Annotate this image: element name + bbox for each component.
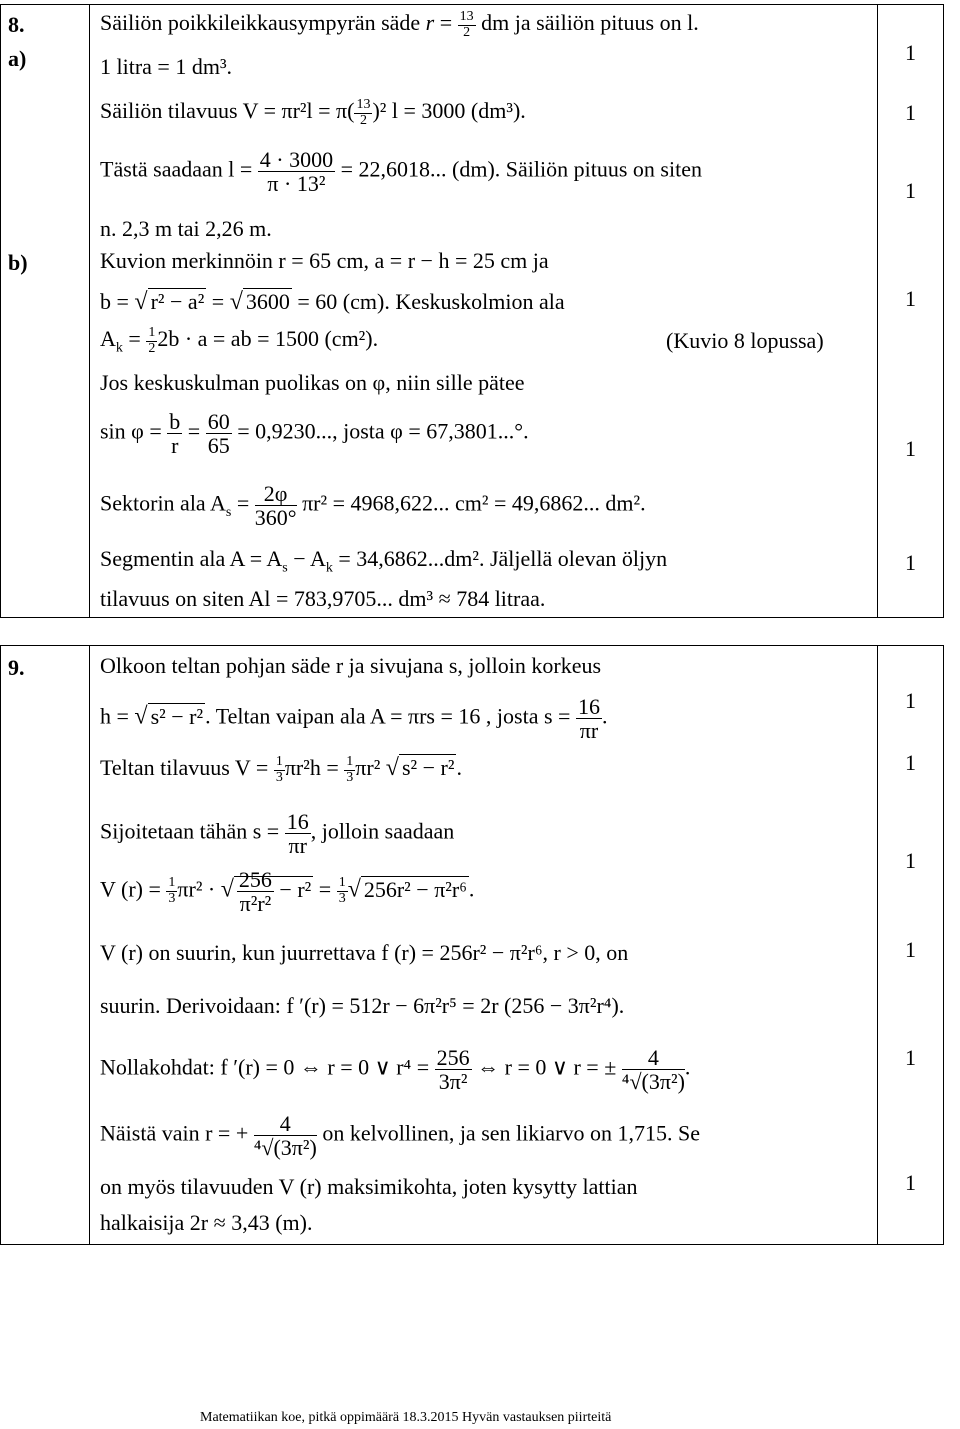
column-divider-left: [89, 646, 90, 1244]
problem-8-number: 8.: [8, 12, 25, 37]
p9-line-2: h = √ s² − r². Teltan vaipan ala A = πrs = 16 , josta s = $\frac{16}{\pi r}$ .: [100, 694, 608, 744]
column-divider-right: [877, 5, 878, 617]
p8-line-6: Kuvion merkinnöin r = 65 cm, a = r − h = 25 cm ja: [100, 248, 549, 273]
p9-line-5: V (r) = $\frac{1}{3}$ πr² · √ $\frac{256}{\text{π²r²}}$ − r² = $\frac{1}{3}$ √ 256r² − π²r⁶.: [100, 867, 475, 917]
p8-line-7: b = √ r² − a² = √ 3600 = 60 (cm). Keskuskolmion ala: [100, 289, 565, 315]
p9-line-8: Nollakohdat: f ′(r) = 0 ⇔ r = 0 ∨ r⁴ = $\frac{256}{\text{3π²}}$ ⇔ r = 0 ∨ r = ± $\frac{4}{\text{⁴√(3π²)}}$ .: [100, 1045, 691, 1095]
p9-point-5: 1: [905, 1045, 916, 1070]
p9-point-2: 1: [905, 750, 916, 775]
p8-line-4: Tästä saadaan l = $\frac{4 \cdot 3000}{\text{π · 13²}}$ = 22,6018... (dm). Säiliön pituus on siten: [100, 147, 702, 197]
p9-line-4: Sijoitetaan tähän s = $\frac{16}{\pi r}$ , jolloin saadaan: [100, 809, 455, 859]
p9-point-6: 1: [905, 1170, 916, 1195]
p9-line-7: suurin. Derivoidaan: f ′(r) = 512r − 6π²r⁵ = 2r (256 − 3π²r⁴).: [100, 993, 625, 1018]
p8-line-1: Säiliön poikkileikkausympyrän säde r = $\frac{13}{2}$ dm ja säiliön pituus on l.: [100, 9, 699, 40]
p9-line-3: Teltan tilavuus V = $\frac{1}{3}$ πr²h = $\frac{1}{3}$ πr² √ s² − r².: [100, 754, 462, 785]
p8-point-5: 1: [905, 436, 916, 461]
p8-point-6: 1: [905, 550, 916, 575]
p8-point-3: 1: [905, 178, 916, 203]
p9-point-3: 1: [905, 848, 916, 873]
p9-point-4: 1: [905, 937, 916, 962]
p8-line-2: 1 litra = 1 dm³.: [100, 54, 233, 79]
p9-line-11: halkaisija 2r ≈ 3,43 (m).: [100, 1210, 313, 1235]
p9-line-1: Olkoon teltan pohjan säde r ja sivujana s, jolloin korkeus: [100, 653, 602, 678]
p9-line-9: Näistä vain r = + $\frac{4}{\text{⁴√(3π²)}}$ on kelvollinen, ja sen likiarvo on 1,715. Se: [100, 1111, 700, 1161]
p8-point-4: 1: [905, 286, 916, 311]
problem-8-part-a-label: a): [8, 46, 27, 71]
p8-line-9: Jos keskuskulman puolikas on φ, niin sille pätee: [100, 370, 525, 395]
p8-line-11: Sektorin ala $A_s$ = $\frac{2\varphi}{360^\circ}$ πr² = 4968,622... cm² = 49,6862... dm².: [100, 481, 646, 531]
column-divider-left: [89, 5, 90, 617]
p8-line-10: sin φ = $\frac{b}{r}$ = $\frac{60}{65}$ = 0,9230..., josta φ = 67,3801...°.: [100, 409, 529, 459]
problem-8-part-b-label: b): [8, 250, 28, 275]
p8-point-2: 1: [905, 100, 916, 125]
p8-line-5: n. 2,3 m tai 2,26 m.: [100, 216, 272, 241]
p9-line-10: on myös tilavuuden V (r) maksimikohta, joten kysytty lattian: [100, 1174, 638, 1199]
p8-line-3: Säiliön tilavuus V = πr²l = π( $\frac{13}{2}$ )² l = 3000 (dm³).: [100, 97, 526, 128]
p8-point-1: 1: [905, 40, 916, 65]
column-divider-right: [877, 646, 878, 1244]
p8-line-12: Segmentin ala $A = A_s - A_k = 34,6862...dm^2$. Jäljellä olevan öljyn: [100, 546, 668, 576]
p9-point-1: 1: [905, 688, 916, 713]
problem-9-number: 9.: [8, 655, 25, 680]
p8-line-13: tilavuus on siten Al = 783,9705... dm³ ≈ 784 litraa.: [100, 586, 546, 611]
p9-line-6: V (r) on suurin, kun juurrettava f (r) = 256r² − π²r⁶, r > 0, on: [100, 940, 629, 965]
radius-fraction: $\frac{13}{2}$: [459, 9, 474, 40]
page-footer: Matematiikan koe, pitkä oppimäärä 18.3.2015 Hyvän vastauksen piirteitä: [200, 1410, 612, 1425]
p8-line-8: $A_k$ = $\frac{1}{2}$ 2b · a = ab = 1500 (cm²).: [100, 325, 379, 356]
p8-figure-note: (Kuvio 8 lopussa): [666, 328, 824, 353]
